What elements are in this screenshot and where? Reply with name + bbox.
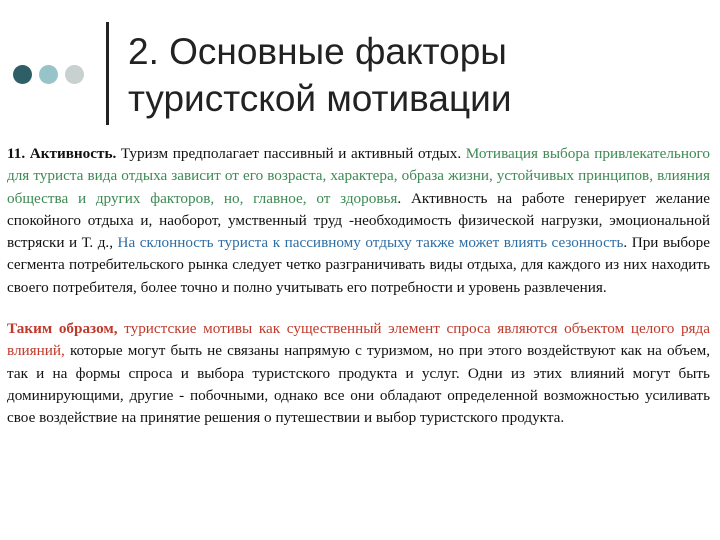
title-line-1: 2. Основные факторы — [128, 31, 507, 72]
dot-light — [65, 65, 84, 84]
paragraph-conclusion — [7, 318, 710, 429]
slide-body — [7, 143, 710, 430]
decorative-dots — [13, 65, 84, 84]
dot-dark — [13, 65, 32, 84]
highlight-green: Мотивация выбора привлекательного для туриста вида отдыха зависит от его возраста, характера, образа жизни, устойчивых принципов, влияния общества и других факторов, но, главное, от здоровья — [7, 145, 710, 207]
title-divider — [106, 22, 109, 125]
paragraph-lead: 11. Активность. — [7, 145, 117, 162]
dot-mid — [39, 65, 58, 84]
highlight-blue: На склонность туриста к пассивному отдыху также может влиять сезонность — [117, 234, 624, 252]
paragraph-activity — [7, 143, 710, 299]
text-run: которые могут быть не связаны напрямую с туризмом, но при этого воздействуют как на объем, так и на формы спроса и выбора туристского продукта и услуг. Одни из этих влияний могут быть доминирующими, другие - побочными, однако все они обладают определенной возможностью усиливать свое воздействие на принятие решения о путешествии и выбор туристского продукта. — [7, 342, 710, 427]
text-run: Туризм предполагает пассивный и активный отдых. — [116, 145, 466, 162]
highlight-red: туристские мотивы как существенный элемент спроса являются объектом целого ряда влияний, — [7, 320, 710, 360]
paragraph-lead-red: Таким образом, — [7, 320, 118, 338]
title-line-2: туристской мотивации — [128, 78, 512, 119]
text-run: . При выборе сегмента потребительского рынка следует четко разграничивать виды отдыха, для каждого из них находить своего потребителя, более точно и полно учитывать его потребности и уровень развлечения. — [7, 234, 710, 296]
text-run: . Активность на работе генерирует желание спокойного отдыха и, наоборот, умственный труд -необходимость физической нагрузки, эмоциональной встряски и Т. д., — [7, 189, 710, 252]
slide-title — [128, 28, 708, 122]
